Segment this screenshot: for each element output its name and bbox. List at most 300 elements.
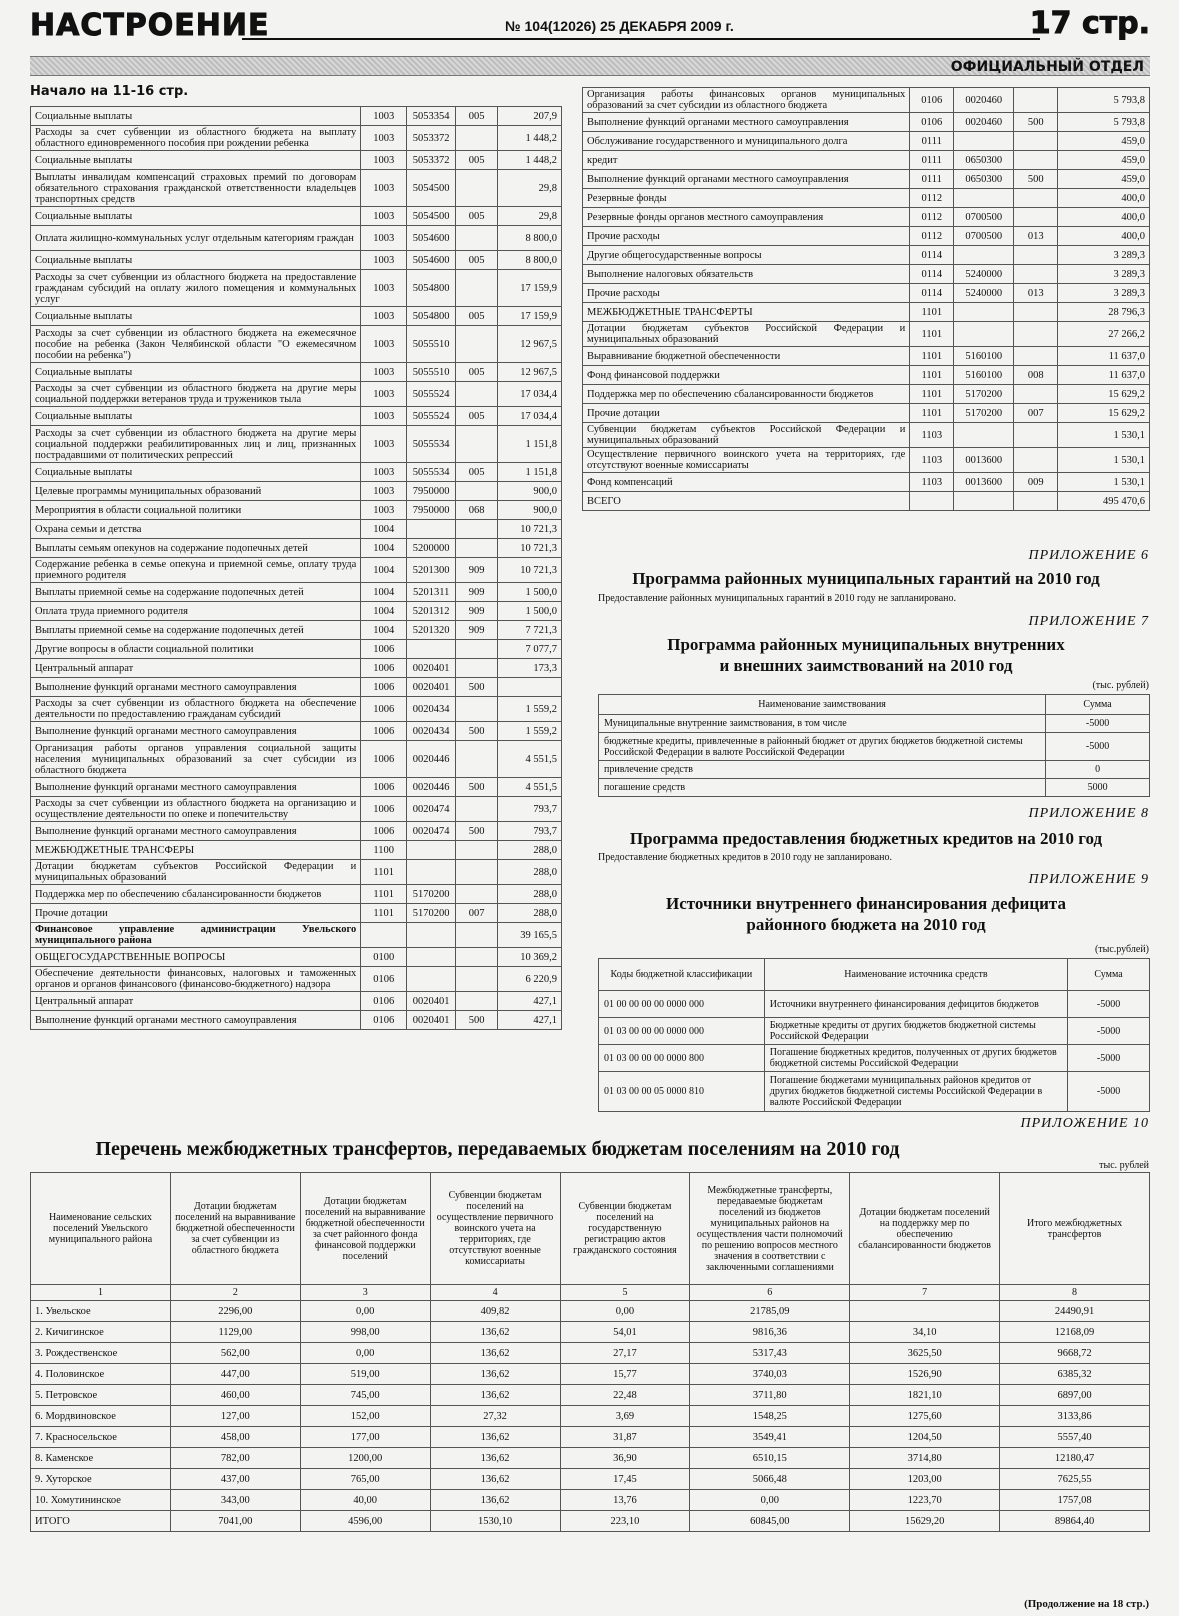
budget-section-code: 1006 [361, 722, 407, 741]
budget-expense-type: 007 [1014, 404, 1058, 423]
budget-section-code: 1101 [910, 385, 954, 404]
budget-expense-type: 013 [1014, 284, 1058, 303]
budget-row [31, 923, 562, 948]
financing-code: 01 00 00 00 00 0000 000 [599, 991, 765, 1018]
borrowing-name: бюджетные кредиты, привлеченные в районный бюджет от других бюджетов бюджетной системы Российской Федерации в валюте Российской Федерации [599, 733, 1046, 761]
transfer-value: 1548,25 [690, 1406, 850, 1427]
budget-section-code: 1006 [361, 678, 407, 697]
transfer-value: 2296,00 [170, 1301, 300, 1322]
budget-target-code: 0020434 [407, 697, 456, 722]
appendix-10-label: ПРИЛОЖЕНИЕ 10 [1020, 1116, 1149, 1131]
budget-row [31, 659, 562, 678]
budget-expense-type: 005 [456, 307, 498, 326]
budget-section-code: 1101 [910, 404, 954, 423]
budget-amount: 1 530,1 [1058, 448, 1150, 473]
transfer-value: 9816,36 [690, 1322, 850, 1343]
budget-target-code: 5240000 [954, 265, 1014, 284]
transfer-value: 31,87 [560, 1427, 690, 1448]
budget-expense-type [456, 170, 498, 207]
budget-item-name: Социальные выплаты [31, 207, 361, 226]
budget-item-name: Расходы за счет субвенции из областного бюджета на предоставление гражданам субсидий на оплату жилого помещения и коммунальных услуг [31, 270, 361, 307]
budget-amount: 288,0 [498, 885, 562, 904]
budget-amount: 459,0 [1058, 151, 1150, 170]
budget-item-name: Дотации бюджетам субъектов Российской Федерации и муниципальных образований [31, 860, 361, 885]
budget-amount: 7 721,3 [498, 621, 562, 640]
budget-target-code: 0020401 [407, 659, 456, 678]
transfers-header: Наименование сельских поселений Увельского муниципального района [31, 1173, 171, 1285]
transfer-value: 3625,50 [850, 1343, 1000, 1364]
appendix-8-label: ПРИЛОЖЕНИЕ 8 [1028, 806, 1149, 821]
appendix-7-title [582, 634, 1150, 676]
budget-amount: 17 034,4 [498, 407, 562, 426]
transfers-row [31, 1301, 1150, 1322]
budget-expense-type: 909 [456, 583, 498, 602]
budget-target-code [954, 322, 1014, 347]
financing-header-name: Наименование источника средств [764, 959, 1067, 991]
budget-row [583, 208, 1150, 227]
budget-section-code: 1100 [361, 841, 407, 860]
financing-sum: -5000 [1068, 1045, 1150, 1072]
budget-expense-type [456, 860, 498, 885]
budget-item-name: Выполнение налоговых обязательств [583, 265, 910, 284]
budget-section-code: 1003 [361, 126, 407, 151]
budget-amount: 207,9 [498, 107, 562, 126]
transfer-value: 0,00 [560, 1301, 690, 1322]
budget-row [31, 363, 562, 382]
budget-row [583, 227, 1150, 246]
budget-target-code: 5055510 [407, 326, 456, 363]
budget-item-name: ВСЕГО [583, 492, 910, 511]
budget-row [583, 423, 1150, 448]
budget-row [31, 860, 562, 885]
budget-target-code: 0020460 [954, 113, 1014, 132]
budget-item-name: МЕЖБЮДЖЕТНЫЕ ТРАНСФЕРТЫ [583, 303, 910, 322]
budget-section-code: 1003 [361, 251, 407, 270]
budget-item-name: Обеспечение деятельности финансовых, налоговых и таможенных органов и органов финансового (финансово-бюджетного) надзора [31, 967, 361, 992]
transfer-value: 136,62 [430, 1385, 560, 1406]
budget-target-code: 0020401 [407, 678, 456, 697]
budget-item-name: Социальные выплаты [31, 151, 361, 170]
budget-item-name: Субвенции бюджетам субъектов Российской Федерации и муниципальных образований [583, 423, 910, 448]
financing-source-name: Погашение бюджетами муниципальных районов кредитов от других бюджетов бюджетной системы Российской Федерации в валюте Российской Федерации [764, 1072, 1067, 1112]
budget-item-name: Выплаты семьям опекунов на содержание подопечных детей [31, 539, 361, 558]
budget-row [31, 407, 562, 426]
budget-expense-type: 005 [456, 363, 498, 382]
transfers-header: Субвенции бюджетам поселений на осуществление первичного воинского учета на территориях, где отсутствуют военные комиссариаты [430, 1173, 560, 1285]
transfer-value: 136,62 [430, 1469, 560, 1490]
budget-amount: 173,3 [498, 659, 562, 678]
transfers-table [30, 1172, 1150, 1532]
budget-expense-type [456, 697, 498, 722]
budget-row [31, 307, 562, 326]
budget-amount: 793,7 [498, 822, 562, 841]
budget-target-code: 5200000 [407, 539, 456, 558]
borrowing-name: Муниципальные внутренние заимствования, в том числе [599, 715, 1046, 733]
borrowing-sum: -5000 [1046, 715, 1150, 733]
transfers-column-number: 3 [300, 1285, 430, 1301]
budget-section-code: 0112 [910, 208, 954, 227]
budget-section-code: 1103 [910, 423, 954, 448]
budget-row [583, 246, 1150, 265]
appendix-10-units: тыс. рублей [1099, 1160, 1149, 1171]
transfers-column-number: 5 [560, 1285, 690, 1301]
budget-section-code: 1003 [361, 170, 407, 207]
budget-row [583, 492, 1150, 511]
budget-section-code: 1003 [361, 270, 407, 307]
appendix-9-units: (тыс.рублей) [1094, 944, 1149, 955]
budget-target-code: 7950000 [407, 482, 456, 501]
budget-amount: 1 151,8 [498, 463, 562, 482]
budget-target-code: 5170200 [954, 385, 1014, 404]
budget-target-code: 0700500 [954, 208, 1014, 227]
financing-code: 01 03 00 00 05 0000 810 [599, 1072, 765, 1112]
transfer-value: 22,48 [560, 1385, 690, 1406]
budget-item-name: Социальные выплаты [31, 251, 361, 270]
budget-row [31, 722, 562, 741]
budget-amount: 39 165,5 [498, 923, 562, 948]
budget-amount: 10 721,3 [498, 558, 562, 583]
budget-expense-type [1014, 322, 1058, 347]
transfer-value: 136,62 [430, 1490, 560, 1511]
transfer-value: 1821,10 [850, 1385, 1000, 1406]
budget-item-name: Содержание ребенка в семье опекуна и приемной семье, оплату труда приемного родителя [31, 558, 361, 583]
budget-item-name: Другие вопросы в области социальной политики [31, 640, 361, 659]
budget-target-code: 5055524 [407, 407, 456, 426]
transfer-value: 1204,50 [850, 1427, 1000, 1448]
budget-amount: 400,0 [1058, 227, 1150, 246]
budget-expense-type: 005 [456, 407, 498, 426]
budget-item-name: Выполнение функций органами местного самоуправления [31, 678, 361, 697]
masthead-rule [242, 38, 1040, 40]
transfer-value: 3714,80 [850, 1448, 1000, 1469]
budget-amount: 4 551,5 [498, 741, 562, 778]
financing-sum: -5000 [1068, 1072, 1150, 1112]
budget-item-name: Выполнение функций органами местного самоуправления [31, 722, 361, 741]
budget-expense-type [1014, 132, 1058, 151]
budget-section-code: 1101 [910, 322, 954, 347]
appendix-7-title-line1: Программа районных муниципальных внутренних [667, 635, 1065, 654]
budget-amount: 11 637,0 [1058, 366, 1150, 385]
budget-expense-type: 005 [456, 107, 498, 126]
transfer-value: 127,00 [170, 1406, 300, 1427]
budget-target-code: 5201320 [407, 621, 456, 640]
budget-row [31, 602, 562, 621]
budget-section-code: 1003 [361, 207, 407, 226]
page-number: 17 стр. [1029, 6, 1150, 41]
budget-amount: 10 721,3 [498, 539, 562, 558]
transfer-value: 1223,70 [850, 1490, 1000, 1511]
budget-item-name: Расходы за счет субвенции из областного бюджета на организацию и осуществление деятельности по опеке и попечительству [31, 797, 361, 822]
budget-row [583, 347, 1150, 366]
budget-section-code: 1003 [361, 107, 407, 126]
transfer-value: 1757,08 [1000, 1490, 1150, 1511]
continued-note: (Продолжение на 18 стр.) [1024, 1598, 1149, 1610]
budget-section-code: 1004 [361, 583, 407, 602]
budget-section-code: 1003 [361, 426, 407, 463]
budget-row [583, 265, 1150, 284]
budget-section-code: 1006 [361, 822, 407, 841]
budget-section-code: 1101 [361, 885, 407, 904]
budget-expense-type [456, 326, 498, 363]
budget-target-code: 5055524 [407, 382, 456, 407]
budget-expense-type: 500 [456, 778, 498, 797]
budget-amount: 28 796,3 [1058, 303, 1150, 322]
transfers-column-number: 6 [690, 1285, 850, 1301]
budget-row [31, 482, 562, 501]
transfer-value: 152,00 [300, 1406, 430, 1427]
budget-expense-type [456, 948, 498, 967]
financing-row [599, 1072, 1150, 1112]
budget-target-code: 0020474 [407, 797, 456, 822]
budget-section-code: 1004 [361, 558, 407, 583]
transfer-value: 12180,47 [1000, 1448, 1150, 1469]
budget-section-code: 1103 [910, 448, 954, 473]
budget-item-name: Социальные выплаты [31, 463, 361, 482]
budget-expense-type: 909 [456, 558, 498, 583]
budget-target-code: 0650300 [954, 170, 1014, 189]
budget-row [583, 366, 1150, 385]
budget-expense-type [456, 126, 498, 151]
budget-row [583, 132, 1150, 151]
budget-section-code: 1003 [361, 307, 407, 326]
budget-row [31, 678, 562, 697]
budget-target-code [954, 423, 1014, 448]
transfer-value: 177,00 [300, 1427, 430, 1448]
budget-target-code: 0013600 [954, 473, 1014, 492]
issue-date: № 104(12026) 25 ДЕКАБРЯ 2009 г. [505, 18, 734, 34]
budget-section-code: 1004 [361, 602, 407, 621]
budget-section-code: 0114 [910, 246, 954, 265]
transfer-value: 5557,40 [1000, 1427, 1150, 1448]
budget-item-name: Резервные фонды [583, 189, 910, 208]
transfer-value: 745,00 [300, 1385, 430, 1406]
settlement-name: 5. Петровское [31, 1385, 171, 1406]
budget-row [31, 583, 562, 602]
budget-item-name: ОБЩЕГОСУДАРСТВЕННЫЕ ВОПРОСЫ [31, 948, 361, 967]
budget-expense-type [456, 520, 498, 539]
budget-target-code: 5054600 [407, 226, 456, 251]
transfers-row [31, 1343, 1150, 1364]
budget-expense-type [456, 382, 498, 407]
transfer-value: 7041,00 [170, 1511, 300, 1532]
budget-row [31, 948, 562, 967]
budget-amount: 288,0 [498, 860, 562, 885]
budget-expense-type: 909 [456, 621, 498, 640]
budget-table-left [30, 106, 562, 1030]
budget-item-name: кредит [583, 151, 910, 170]
budget-row [583, 284, 1150, 303]
budget-row [31, 967, 562, 992]
budget-amount: 10 721,3 [498, 520, 562, 539]
budget-row [583, 322, 1150, 347]
budget-target-code: 5054500 [407, 207, 456, 226]
budget-row [31, 885, 562, 904]
appendix-6-title: Программа районных муниципальных гарантий на 2010 год [632, 569, 1100, 588]
transfer-value: 223,10 [560, 1511, 690, 1532]
borrowing-name: привлечение средств [599, 761, 1046, 779]
budget-item-name: Выплаты приемной семье на содержание подопечных детей [31, 621, 361, 640]
transfer-value: 15629,20 [850, 1511, 1000, 1532]
budget-item-name: МЕЖБЮДЖЕТНЫЕ ТРАНСФЕРЫ [31, 841, 361, 860]
budget-section-code: 0111 [910, 132, 954, 151]
budget-row [583, 88, 1150, 113]
budget-amount: 427,1 [498, 1011, 562, 1030]
section-bar [30, 56, 1150, 76]
budget-target-code: 5240000 [954, 284, 1014, 303]
budget-amount: 1 559,2 [498, 697, 562, 722]
budget-row [31, 822, 562, 841]
budget-target-code [407, 640, 456, 659]
transfer-value: 17,45 [560, 1469, 690, 1490]
transfer-value: 458,00 [170, 1427, 300, 1448]
budget-expense-type: 500 [456, 678, 498, 697]
budget-item-name: Расходы за счет субвенции из областного бюджета на ежемесячное пособие на ребенка (Закон Челябинской области "О ежемесячном пособии на ребенка") [31, 326, 361, 363]
settlement-name: 1. Увельское [31, 1301, 171, 1322]
budget-amount: 1 559,2 [498, 722, 562, 741]
budget-row [31, 126, 562, 151]
budget-section-code: 1101 [361, 860, 407, 885]
budget-section-code: 1003 [361, 407, 407, 426]
transfer-value [850, 1301, 1000, 1322]
budget-amount: 8 800,0 [498, 226, 562, 251]
budget-target-code: 5054800 [407, 307, 456, 326]
budget-expense-type: 500 [1014, 170, 1058, 189]
financing-source-name: Бюджетные кредиты от других бюджетов бюджетной системы Российской Федерации [764, 1018, 1067, 1045]
budget-amount: 400,0 [1058, 189, 1150, 208]
appendix-9-label: ПРИЛОЖЕНИЕ 9 [1028, 872, 1149, 887]
transfers-row [31, 1469, 1150, 1490]
appendix-7-units: (тыс. рублей) [1092, 680, 1149, 691]
budget-target-code: 5201311 [407, 583, 456, 602]
budget-amount: 6 220,9 [498, 967, 562, 992]
settlement-name: 10. Хомутининское [31, 1490, 171, 1511]
budget-expense-type [456, 992, 498, 1011]
budget-target-code: 5054500 [407, 170, 456, 207]
budget-expense-type [1014, 303, 1058, 322]
transfers-column-number: 1 [31, 1285, 171, 1301]
transfers-column-number: 2 [170, 1285, 300, 1301]
budget-target-code: 5055510 [407, 363, 456, 382]
budget-item-name: Выполнение функций органами местного самоуправления [31, 778, 361, 797]
borrowing-table [598, 694, 1150, 797]
budget-section-code: 1101 [910, 303, 954, 322]
section-label: ОФИЦИАЛЬНЫЙ ОТДЕЛ [950, 59, 1144, 75]
budget-expense-type [1014, 347, 1058, 366]
budget-table-right [582, 87, 1150, 511]
budget-amount [498, 678, 562, 697]
budget-target-code: 0020446 [407, 741, 456, 778]
transfers-row [31, 1511, 1150, 1532]
budget-amount: 793,7 [498, 797, 562, 822]
budget-amount: 5 793,8 [1058, 113, 1150, 132]
appendix-9-title-line2: районного бюджета на 2010 год [746, 915, 986, 934]
settlement-name: ИТОГО [31, 1511, 171, 1532]
borrowing-row [599, 779, 1150, 797]
transfer-value: 0,00 [300, 1301, 430, 1322]
budget-amount: 5 793,8 [1058, 88, 1150, 113]
budget-target-code: 5170200 [407, 904, 456, 923]
budget-expense-type [1014, 151, 1058, 170]
budget-row [31, 621, 562, 640]
budget-section-code: 1103 [910, 473, 954, 492]
budget-expense-type: 005 [456, 251, 498, 270]
budget-item-name: Расходы за счет субвенции из областного бюджета на другие меры социальной поддержки ветеранов труда и тружеников тыла [31, 382, 361, 407]
budget-target-code [954, 132, 1014, 151]
budget-item-name: Выплаты инвалидам компенсаций страховых премий по договорам обязательного страхования гражданской ответственности владельцев транспортных средств [31, 170, 361, 207]
transfers-header: Дотации бюджетам поселений на выравнивание бюджетной обеспеченности за счет районного фонда финансовой поддержки поселений [300, 1173, 430, 1285]
transfers-header: Субвенции бюджетам поселений на государственную регистрацию актов гражданского состояния [560, 1173, 690, 1285]
transfer-value: 27,17 [560, 1343, 690, 1364]
settlement-name: 4. Половинское [31, 1364, 171, 1385]
budget-item-name: Прочие дотации [583, 404, 910, 423]
transfer-value: 343,00 [170, 1490, 300, 1511]
budget-target-code: 5201312 [407, 602, 456, 621]
financing-source-name: Погашение бюджетных кредитов, полученных от других бюджетов бюджетной системы Российской Федерации [764, 1045, 1067, 1072]
transfer-value: 765,00 [300, 1469, 430, 1490]
budget-target-code: 0020446 [407, 778, 456, 797]
budget-section-code: 0111 [910, 170, 954, 189]
budget-section-code: 1003 [361, 482, 407, 501]
budget-row [31, 558, 562, 583]
budget-section-code: 0112 [910, 227, 954, 246]
budget-row [31, 501, 562, 520]
transfer-value: 1275,60 [850, 1406, 1000, 1427]
budget-row [31, 640, 562, 659]
budget-row [31, 207, 562, 226]
budget-amount: 1 500,0 [498, 583, 562, 602]
budget-expense-type: 068 [456, 501, 498, 520]
budget-item-name: Прочие расходы [583, 227, 910, 246]
transfer-value: 5066,48 [690, 1469, 850, 1490]
budget-expense-type: 007 [456, 904, 498, 923]
budget-section-code: 1006 [361, 659, 407, 678]
financing-header-sum: Сумма [1068, 959, 1150, 991]
financing-sources-table [598, 958, 1150, 1112]
transfer-value: 3740,03 [690, 1364, 850, 1385]
budget-section-code: 1003 [361, 226, 407, 251]
budget-row [31, 797, 562, 822]
budget-expense-type: 909 [456, 602, 498, 621]
budget-section-code: 1006 [361, 797, 407, 822]
budget-section-code: 0114 [910, 284, 954, 303]
budget-amount: 12 967,5 [498, 363, 562, 382]
budget-target-code: 0650300 [954, 151, 1014, 170]
budget-target-code: 5201300 [407, 558, 456, 583]
budget-expense-type [456, 885, 498, 904]
budget-amount: 288,0 [498, 904, 562, 923]
transfer-value: 136,62 [430, 1427, 560, 1448]
budget-target-code: 5053372 [407, 126, 456, 151]
financing-source-name: Источники внутреннего финансирования дефицитов бюджетов [764, 991, 1067, 1018]
budget-amount: 900,0 [498, 482, 562, 501]
budget-amount: 7 077,7 [498, 640, 562, 659]
budget-amount: 3 289,3 [1058, 265, 1150, 284]
financing-row [599, 991, 1150, 1018]
budget-item-name: Мероприятия в области социальной политики [31, 501, 361, 520]
transfers-row [31, 1448, 1150, 1469]
budget-expense-type [456, 426, 498, 463]
budget-target-code: 5055534 [407, 426, 456, 463]
budget-row [583, 448, 1150, 473]
transfers-row [31, 1364, 1150, 1385]
budget-section-code: 0114 [910, 265, 954, 284]
transfer-value: 1203,00 [850, 1469, 1000, 1490]
budget-amount: 1 151,8 [498, 426, 562, 463]
budget-expense-type: 005 [456, 151, 498, 170]
budget-expense-type: 013 [1014, 227, 1058, 246]
transfer-value: 1200,00 [300, 1448, 430, 1469]
appendix-7-title-line2: и внешних заимствований на 2010 год [719, 656, 1013, 675]
